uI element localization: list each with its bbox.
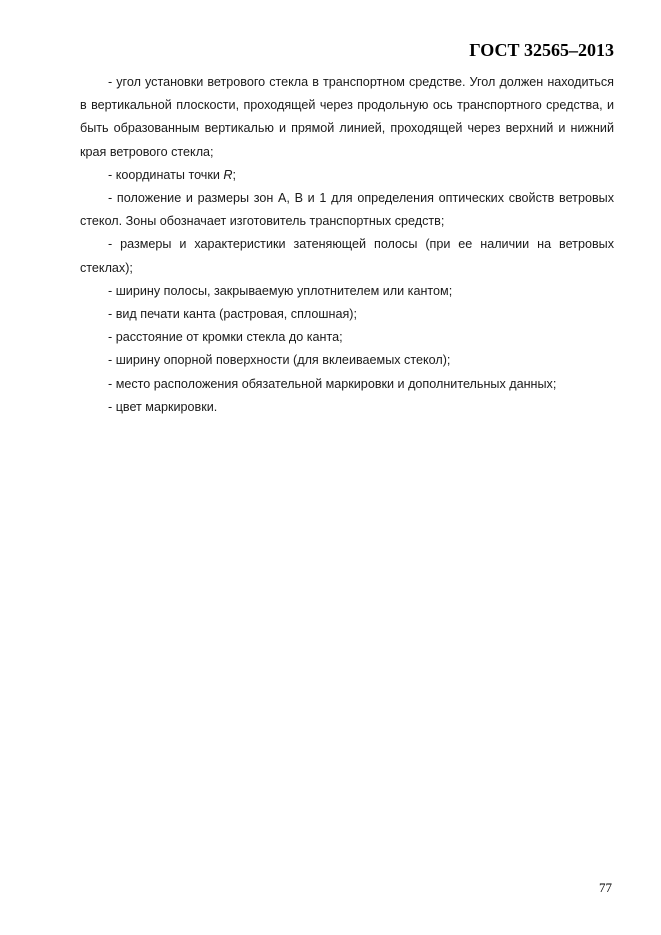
- list-item-support-width: - ширину опорной поверхности (для вклеиваемых стекол);: [108, 353, 451, 368]
- list-item-zones: - положение и размеры зон A, B и 1 для определения оптических свойств ветровых стекол. Зоны обозначает изготовитель транспортных средств;: [80, 191, 614, 229]
- point-r-symbol: R: [223, 167, 233, 182]
- list-item-print-type: - вид печати канта (растровая, сплошная);: [108, 307, 357, 322]
- requirements-list: [80, 71, 614, 419]
- point-r-suffix: ;: [232, 167, 237, 182]
- page-number: 77: [599, 880, 612, 895]
- point-r-prefix: - координаты точки: [108, 167, 224, 182]
- list-item-shade-band: - размеры и характеристики затеняющей полосы (при ее наличии на ветровых стеклах);: [80, 237, 614, 275]
- list-item-point-r: [80, 164, 614, 187]
- list-item-marking-location: - место расположения обязательной маркировки и дополнительных данных;: [108, 376, 557, 391]
- list-item-band-width: - ширину полосы, закрываемую уплотнителем или кантом;: [108, 283, 453, 298]
- list-item-windscreen-angle: - угол установки ветрового стекла в транспортном средстве. Угол должен находиться в вертикальной плоскости, проходящей через продольную ось транспортного средства, и быть образованным вертикалью и прямой линией, проходящей через верхний и нижний края ветрового стекла;: [80, 75, 614, 159]
- list-item-marking-color: - цвет маркировки.: [108, 399, 218, 414]
- standard-number-header: ГОСТ 32565–2013: [469, 40, 614, 60]
- list-item-edge-distance: - расстояние от кромки стекла до канта;: [108, 330, 343, 345]
